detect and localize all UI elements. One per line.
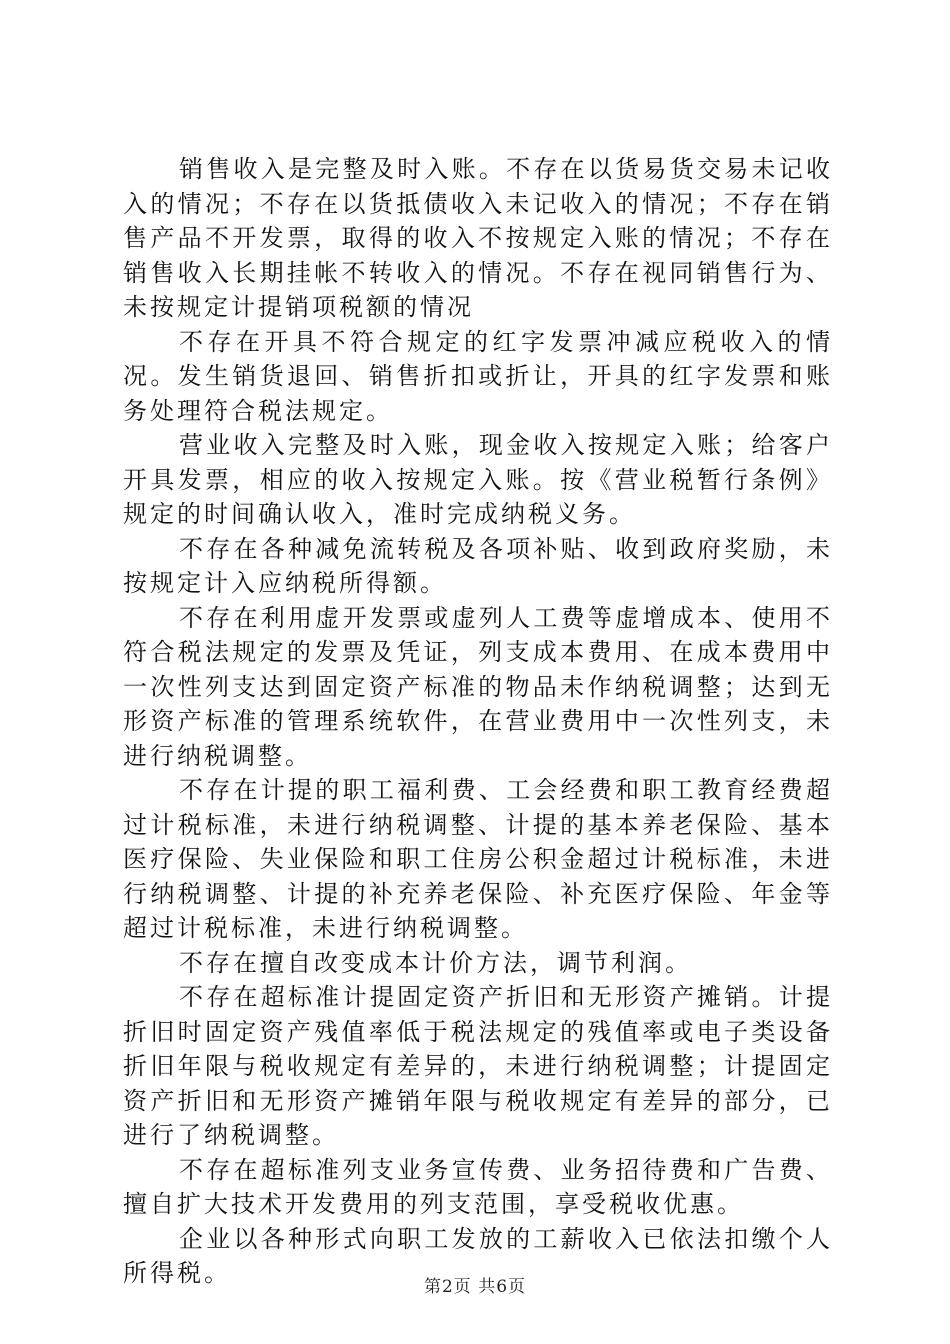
paragraph: 不存在擅自改变成本计价方法，调节利润。 bbox=[179, 948, 692, 977]
paragraph: 不存在超标准列支业务宣传费、业务招待费和广告费、擅自扩大技术开发费用的列支范围，享受税收优惠。 bbox=[123, 1155, 833, 1218]
document-body bbox=[123, 152, 833, 1291]
paragraph: 企业以各种形式向职工发放的工薪收入已依法扣缴个人所得税。 bbox=[123, 1224, 833, 1287]
paragraph: 不存在开具不符合规定的红字发票冲减应税收入的情况。发生销货退回、销售折扣或折让，开具的红字发票和账务处理符合税法规定。 bbox=[123, 327, 833, 425]
paragraph: 不存在计提的职工福利费、工会经费和职工教育经费超过计税标准，未进行纳税调整、计提的基本养老保险、基本医疗保险、失业保险和职工住房公积金超过计税标准，未进行纳税调整、计提的补充养老保险、补充医疗保险、年金等超过计税标准，未进行纳税调整。 bbox=[123, 776, 833, 942]
paragraph: 营业收入完整及时入账，现金收入按规定入账；给客户开具发票，相应的收入按规定入账。按《营业税暂行条例》规定的时间确认收入，准时完成纳税义务。 bbox=[123, 431, 833, 528]
paragraph: 不存在超标准计提固定资产折旧和无形资产摊销。计提折旧时固定资产残值率低于税法规定的残值率或电子类设备折旧年限与税收规定有差异的，未进行纳税调整；计提固定资产折旧和无形资产摊销年限与税收规定有差异的部分，已进行了纳税调整。 bbox=[123, 983, 833, 1149]
paragraph: 不存在利用虚开发票或虚列人工费等虚增成本、使用不符合税法规定的发票及凭证，列支成本费用、在成本费用中一次性列支达到固定资产标准的物品未作纳税调整；达到无形资产标准的管理系统软件，在营业费用中一次性列支，未进行纳税调整。 bbox=[123, 603, 833, 770]
paragraph: 销售收入是完整及时入账。不存在以货易货交易未记收入的情况；不存在以货抵债收入未记收入的情况；不存在销售产品不开发票，取得的收入不按规定入账的情况；不存在销售收入长期挂帐不转收入的情况。不存在视同销售行为、未按规定计提销项税额的情况 bbox=[123, 155, 833, 321]
page-number-footer: 第2页 共6页 bbox=[423, 1277, 527, 1297]
paragraph: 不存在各种减免流转税及各项补贴、收到政府奖励，未按规定计入应纳税所得额。 bbox=[123, 534, 833, 597]
